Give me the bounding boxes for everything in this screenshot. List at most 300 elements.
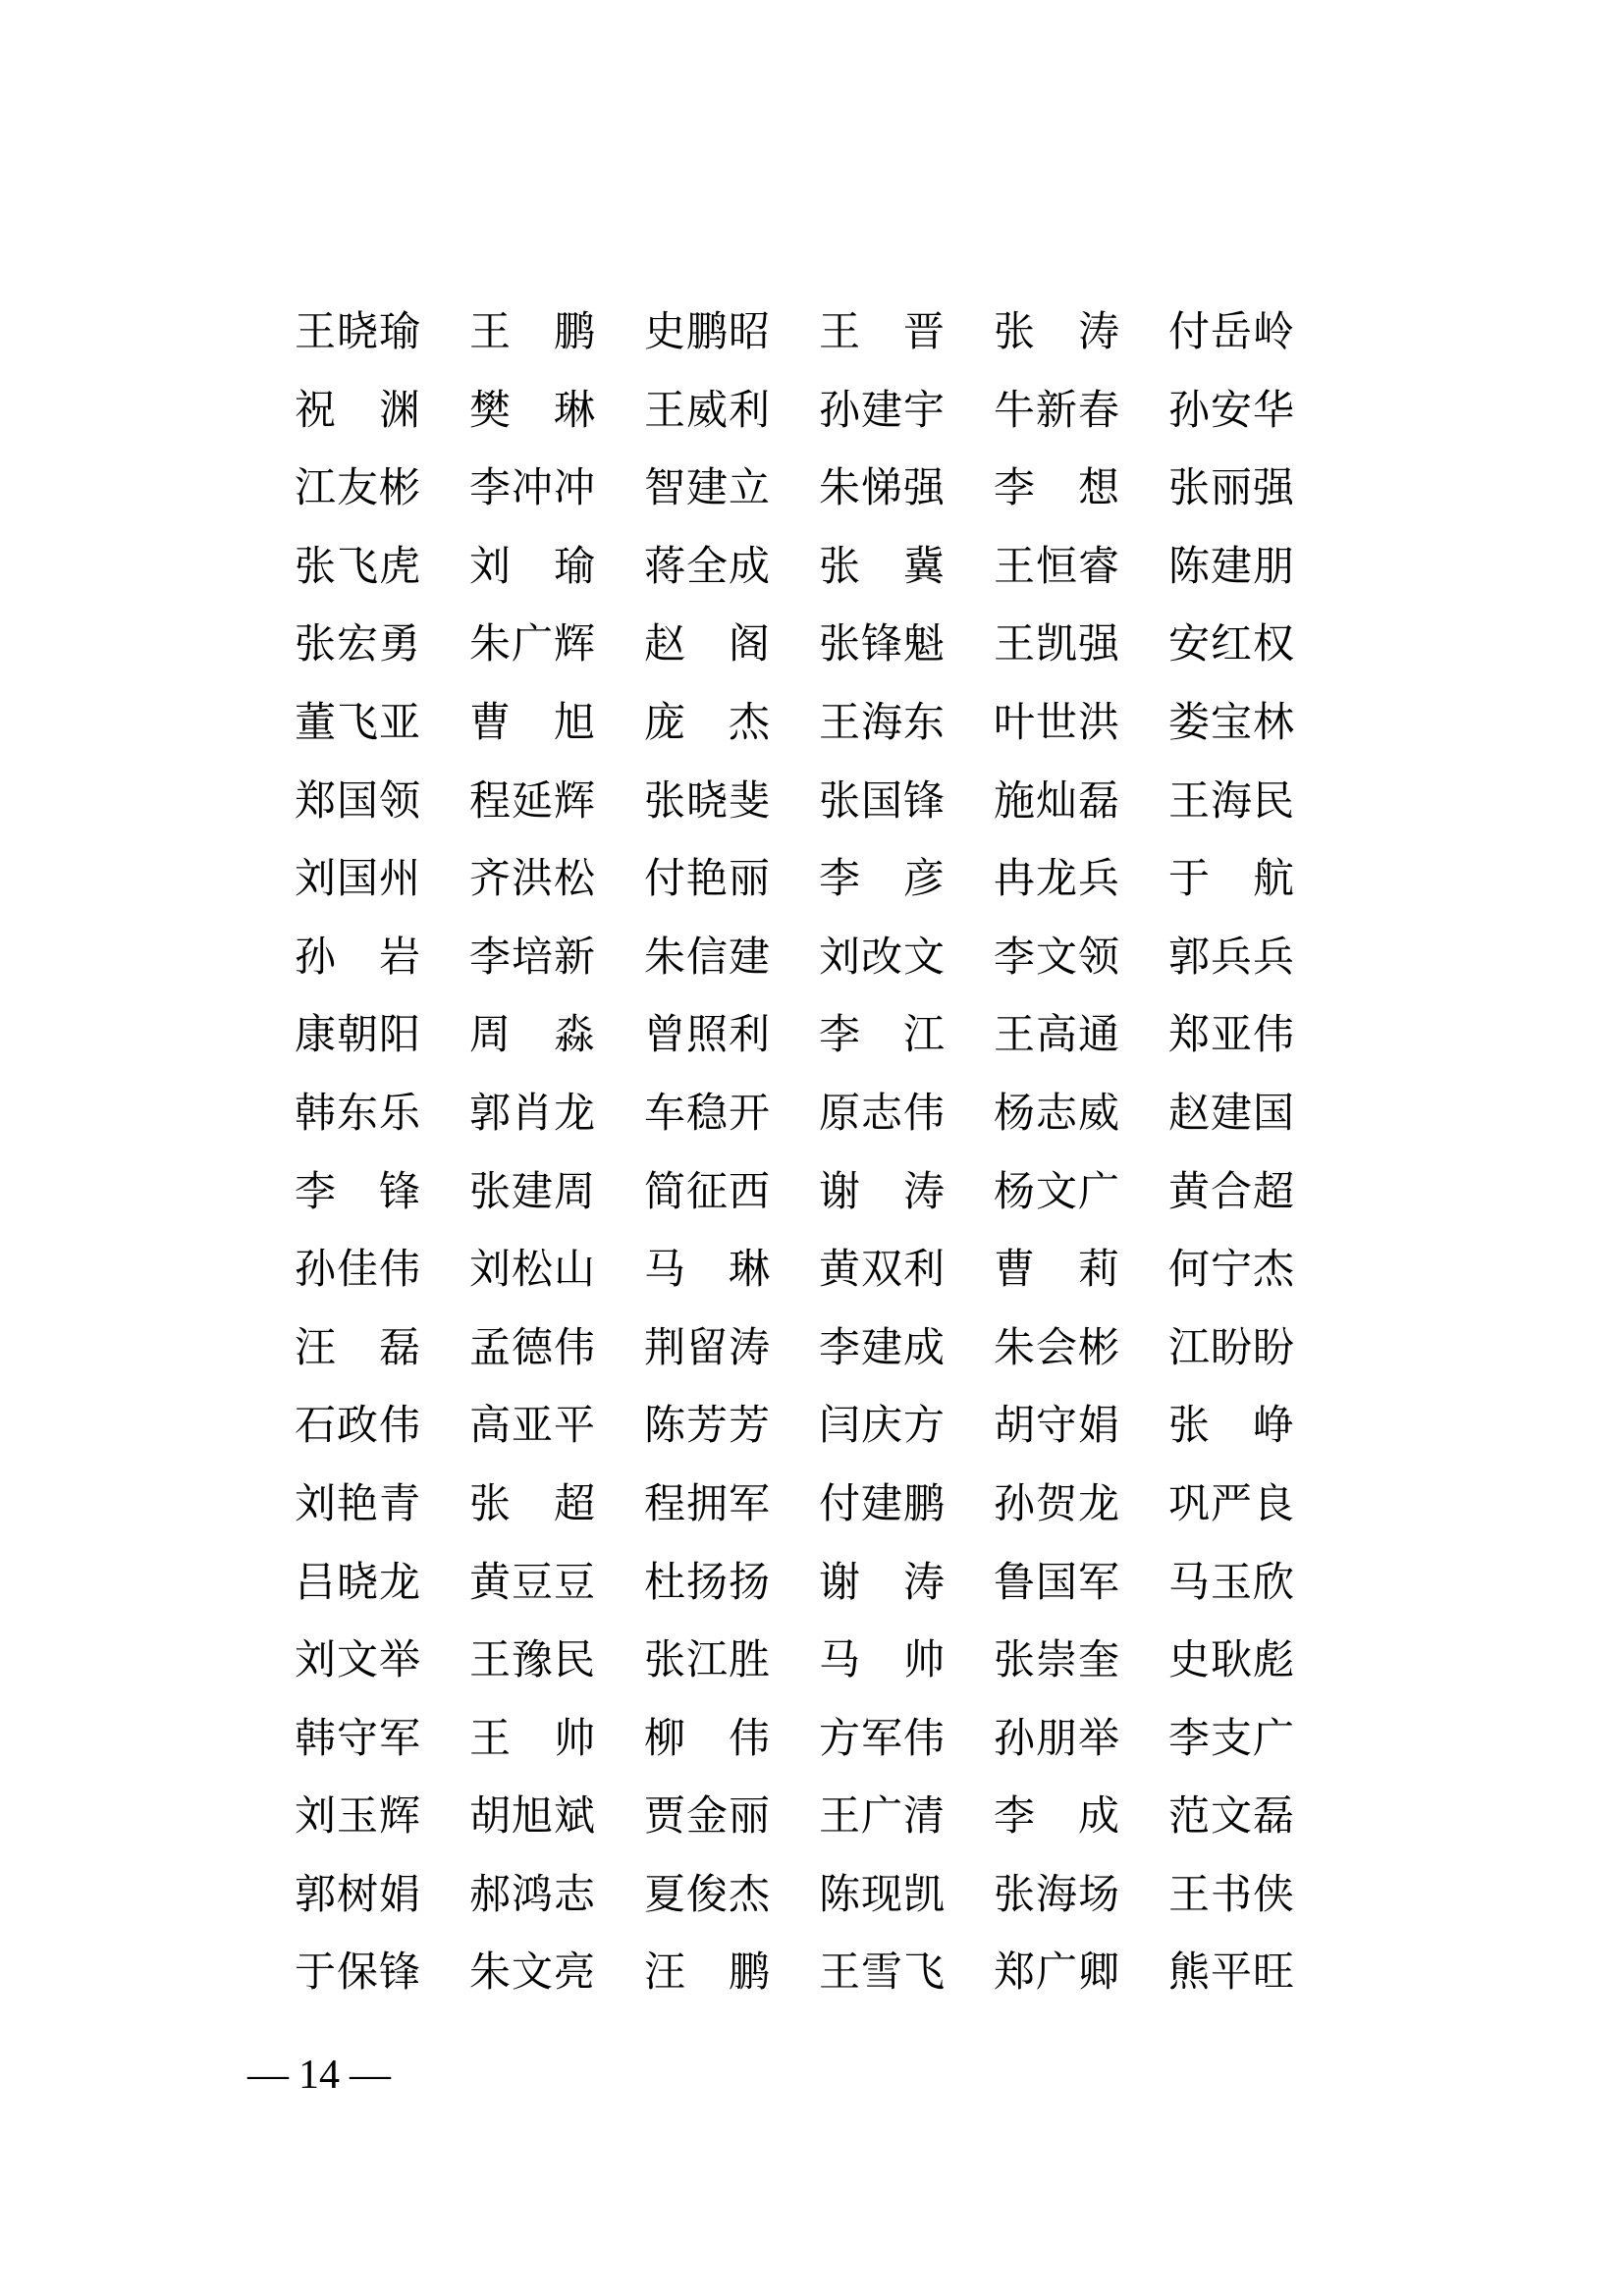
name-char: 冉 xyxy=(994,857,1036,903)
name-cell xyxy=(994,1248,1119,1326)
name-cell xyxy=(295,1326,420,1405)
name-char: 丽 xyxy=(728,1794,770,1841)
name-char: 留 xyxy=(685,1325,728,1371)
name-cell xyxy=(1168,310,1294,389)
name-char: 涛 xyxy=(728,1325,770,1371)
name-char: 王 xyxy=(644,388,686,434)
name-char: 合 xyxy=(1210,1169,1252,1215)
name-char: 盼 xyxy=(1210,1325,1252,1371)
name-char: 文 xyxy=(1210,1794,1252,1841)
name-cell xyxy=(469,1248,595,1326)
name-cell xyxy=(469,545,595,623)
name-char: 江 xyxy=(295,466,337,512)
name-char: 伟 xyxy=(1252,1013,1294,1059)
name-char: 张 xyxy=(295,544,337,590)
name-char: 拥 xyxy=(685,1481,728,1527)
name-char: 宏 xyxy=(336,622,378,668)
name-char: 文 xyxy=(336,1638,378,1684)
name-char: 宝 xyxy=(1210,700,1252,746)
name-char: 于 xyxy=(1168,857,1211,903)
name-char: 广 xyxy=(1252,1716,1294,1762)
name-char: 广 xyxy=(1077,1169,1119,1215)
name-cell xyxy=(1168,1092,1294,1170)
name-char: 延 xyxy=(511,778,553,825)
name-char: 王 xyxy=(819,310,861,355)
name-cell xyxy=(819,1013,945,1092)
name-char: 刘 xyxy=(295,857,337,903)
name-cell xyxy=(644,1326,770,1405)
name-char: 杰 xyxy=(1252,1248,1294,1294)
name-char: 广 xyxy=(1035,1950,1077,1997)
name-char: 国 xyxy=(1252,1091,1294,1137)
name-char: 韩 xyxy=(295,1091,337,1137)
name-char: 林 xyxy=(1252,700,1294,746)
name-char: 杰 xyxy=(728,1872,770,1918)
name-char: 雪 xyxy=(860,1950,902,1997)
name-cell xyxy=(1168,1561,1294,1639)
name-cell xyxy=(994,935,1119,1014)
name-char: 张 xyxy=(819,778,861,825)
name-char: 俊 xyxy=(685,1872,728,1918)
name-char: 胜 xyxy=(728,1638,770,1684)
name-char: 朱 xyxy=(469,1950,512,1997)
name-cell xyxy=(994,1482,1119,1561)
name-cell xyxy=(469,1873,595,1951)
name-char: 江 xyxy=(1168,1325,1211,1371)
name-char: 王 xyxy=(994,1013,1036,1059)
name-char: 齐 xyxy=(469,857,512,903)
name-cell xyxy=(644,857,770,935)
name-cell xyxy=(819,310,945,389)
name-char: 丽 xyxy=(728,857,770,903)
name-char: 贺 xyxy=(1035,1481,1077,1527)
name-char: 孙 xyxy=(819,388,861,434)
name-char: 王 xyxy=(1168,778,1211,825)
name-char: 胡 xyxy=(994,1404,1036,1450)
name-char: 耿 xyxy=(1210,1638,1252,1684)
name-char: 想 xyxy=(1077,466,1119,512)
name-cell xyxy=(994,389,1119,467)
name-char: 安 xyxy=(1168,622,1211,668)
name-char: 守 xyxy=(1035,1404,1077,1450)
name-cell xyxy=(994,1092,1119,1170)
name-char: 李 xyxy=(994,934,1036,981)
name-cell xyxy=(819,545,945,623)
name-cell xyxy=(469,389,595,467)
name-char: 政 xyxy=(336,1404,378,1450)
name-char: 何 xyxy=(1168,1248,1211,1294)
name-char: 付 xyxy=(644,857,686,903)
name-char: 曹 xyxy=(469,700,512,746)
name-char: 张 xyxy=(994,310,1036,355)
name-char: 车 xyxy=(644,1091,686,1137)
name-cell xyxy=(469,1170,595,1249)
name-char: 高 xyxy=(469,1404,512,1450)
name-char: 王 xyxy=(295,310,337,355)
names-grid xyxy=(295,310,1294,2029)
name-char: 赵 xyxy=(1168,1091,1211,1137)
name-char: 刘 xyxy=(469,544,512,590)
name-char: 艳 xyxy=(336,1481,378,1527)
name-cell xyxy=(819,779,945,858)
name-cell xyxy=(644,1794,770,1873)
name-char: 程 xyxy=(644,1481,686,1527)
name-char: 张 xyxy=(1168,466,1211,512)
name-char: 崇 xyxy=(1035,1638,1077,1684)
name-char: 渊 xyxy=(378,388,420,434)
name-char: 凯 xyxy=(1035,622,1077,668)
name-char: 民 xyxy=(1252,778,1294,825)
name-char: 贾 xyxy=(644,1794,686,1841)
name-char: 康 xyxy=(295,1013,337,1059)
name-char: 锋 xyxy=(902,778,945,825)
name-char: 周 xyxy=(469,1013,512,1059)
name-char: 朋 xyxy=(1252,544,1294,590)
name-char: 莉 xyxy=(1077,1248,1119,1294)
name-char: 李 xyxy=(819,857,861,903)
name-cell xyxy=(469,310,595,389)
name-char: 鹏 xyxy=(553,310,595,355)
name-cell xyxy=(295,1950,420,2029)
name-char: 谢 xyxy=(819,1560,861,1606)
name-cell xyxy=(1168,1404,1294,1482)
name-char: 扬 xyxy=(685,1560,728,1606)
name-cell xyxy=(1168,1950,1294,2029)
name-char: 威 xyxy=(685,388,728,434)
name-char: 西 xyxy=(728,1169,770,1215)
name-cell xyxy=(295,1794,420,1873)
name-char: 锋 xyxy=(860,622,902,668)
name-cell xyxy=(994,622,1119,701)
name-char: 超 xyxy=(1252,1169,1294,1215)
name-char: 兵 xyxy=(1210,934,1252,981)
name-char: 芳 xyxy=(685,1404,728,1450)
name-char: 史 xyxy=(644,310,686,355)
name-char: 闫 xyxy=(819,1404,861,1450)
name-char: 东 xyxy=(336,1091,378,1137)
name-char: 李 xyxy=(819,1325,861,1371)
name-cell xyxy=(819,466,945,545)
name-char: 守 xyxy=(336,1716,378,1762)
name-cell xyxy=(469,1717,595,1795)
name-char: 强 xyxy=(902,466,945,512)
name-cell xyxy=(994,701,1119,779)
name-char: 新 xyxy=(1035,388,1077,434)
name-cell xyxy=(469,857,595,935)
name-cell xyxy=(469,935,595,1014)
name-char: 谢 xyxy=(819,1169,861,1215)
name-cell xyxy=(819,935,945,1014)
name-cell xyxy=(819,1794,945,1873)
name-char: 建 xyxy=(685,466,728,512)
name-char: 刘 xyxy=(469,1248,512,1294)
name-char: 书 xyxy=(1210,1872,1252,1918)
name-char: 强 xyxy=(1252,466,1294,512)
name-char: 帅 xyxy=(553,1716,595,1762)
name-char: 豫 xyxy=(511,1638,553,1684)
name-cell xyxy=(295,1092,420,1170)
name-char: 李 xyxy=(1168,1716,1211,1762)
name-cell xyxy=(644,1873,770,1951)
name-cell xyxy=(994,1717,1119,1795)
name-char: 国 xyxy=(336,778,378,825)
name-char: 旭 xyxy=(553,700,595,746)
name-cell xyxy=(295,545,420,623)
name-char: 超 xyxy=(553,1481,595,1527)
name-cell xyxy=(1168,622,1294,701)
name-cell xyxy=(469,1404,595,1482)
name-cell xyxy=(1168,701,1294,779)
name-char: 领 xyxy=(1077,934,1119,981)
name-char: 于 xyxy=(295,1950,337,1997)
name-char: 良 xyxy=(1252,1481,1294,1527)
name-char: 磊 xyxy=(378,1325,420,1371)
name-char: 支 xyxy=(1210,1716,1252,1762)
name-cell xyxy=(295,935,420,1014)
name-char: 宁 xyxy=(1210,1248,1252,1294)
name-char: 山 xyxy=(553,1248,595,1294)
name-cell xyxy=(469,1013,595,1092)
name-char: 培 xyxy=(511,934,553,981)
name-char: 娟 xyxy=(1077,1404,1119,1450)
name-char: 建 xyxy=(860,1325,902,1371)
name-char: 领 xyxy=(378,778,420,825)
name-char: 新 xyxy=(553,934,595,981)
name-char: 淼 xyxy=(553,1013,595,1059)
name-cell xyxy=(644,701,770,779)
name-char: 洪 xyxy=(511,857,553,903)
name-cell xyxy=(819,1950,945,2029)
name-cell xyxy=(994,1326,1119,1405)
name-cell xyxy=(469,1326,595,1405)
name-cell xyxy=(819,1717,945,1795)
name-char: 郭 xyxy=(1168,934,1211,981)
name-cell xyxy=(469,1482,595,1561)
name-char: 郑 xyxy=(295,778,337,825)
name-char: 峥 xyxy=(1252,1404,1294,1450)
name-cell xyxy=(295,857,420,935)
name-char: 孙 xyxy=(994,1716,1036,1762)
name-char: 娄 xyxy=(1168,700,1211,746)
name-cell xyxy=(295,1482,420,1561)
name-char: 朱 xyxy=(994,1325,1036,1371)
name-char: 伟 xyxy=(553,1325,595,1371)
name-char: 朋 xyxy=(1035,1716,1077,1762)
name-cell xyxy=(819,701,945,779)
name-cell xyxy=(295,1717,420,1795)
name-char: 志 xyxy=(1035,1091,1077,1137)
name-char: 乐 xyxy=(378,1091,420,1137)
name-cell xyxy=(295,389,420,467)
name-cell xyxy=(819,1638,945,1717)
name-char: 曹 xyxy=(994,1248,1036,1294)
name-char: 帅 xyxy=(902,1638,945,1684)
name-char: 冲 xyxy=(511,466,553,512)
name-char: 斐 xyxy=(728,778,770,825)
name-char: 睿 xyxy=(1077,544,1119,590)
name-char: 王 xyxy=(819,1950,861,1997)
name-char: 孟 xyxy=(469,1325,512,1371)
name-cell xyxy=(994,1950,1119,2029)
name-char: 孙 xyxy=(295,1248,337,1294)
name-char: 磊 xyxy=(1077,778,1119,825)
name-cell xyxy=(295,1013,420,1092)
name-char: 王 xyxy=(819,1794,861,1841)
name-char: 伟 xyxy=(902,1716,945,1762)
name-char: 飞 xyxy=(336,700,378,746)
name-char: 涛 xyxy=(1077,310,1119,355)
name-char: 改 xyxy=(860,934,902,981)
name-char: 龙 xyxy=(378,1560,420,1606)
name-cell xyxy=(994,466,1119,545)
name-char: 树 xyxy=(336,1872,378,1918)
name-char: 汪 xyxy=(295,1325,337,1371)
name-char: 文 xyxy=(511,1950,553,1997)
name-char: 郭 xyxy=(469,1091,512,1137)
name-char: 娟 xyxy=(378,1872,420,1918)
name-char: 志 xyxy=(860,1091,902,1137)
name-char: 伟 xyxy=(902,1091,945,1137)
name-cell xyxy=(644,545,770,623)
name-char: 辉 xyxy=(553,622,595,668)
name-char: 威 xyxy=(1077,1091,1119,1137)
name-char: 文 xyxy=(1035,1169,1077,1215)
name-char: 兵 xyxy=(1077,857,1119,903)
name-cell xyxy=(994,1404,1119,1482)
name-cell xyxy=(644,935,770,1014)
name-char: 鹏 xyxy=(728,1950,770,1997)
name-char: 彪 xyxy=(1252,1638,1294,1684)
name-char: 张 xyxy=(469,1169,512,1215)
name-char: 鲁 xyxy=(994,1560,1036,1606)
name-char: 孙 xyxy=(295,934,337,981)
name-char: 文 xyxy=(1035,934,1077,981)
name-char: 涛 xyxy=(902,1169,945,1215)
name-cell xyxy=(644,1638,770,1717)
name-char: 马 xyxy=(1168,1560,1211,1606)
name-cell xyxy=(469,1950,595,2029)
name-cell xyxy=(469,1092,595,1170)
name-char: 磊 xyxy=(1252,1794,1294,1841)
name-char: 伟 xyxy=(378,1248,420,1294)
name-char: 琳 xyxy=(553,388,595,434)
name-cell xyxy=(295,779,420,858)
name-char: 利 xyxy=(728,388,770,434)
name-char: 凯 xyxy=(902,1872,945,1918)
name-char: 李 xyxy=(994,466,1036,512)
name-cell xyxy=(1168,1638,1294,1717)
name-char: 艳 xyxy=(685,857,728,903)
name-cell xyxy=(819,1482,945,1561)
name-cell xyxy=(295,622,420,701)
name-char: 平 xyxy=(553,1404,595,1450)
name-char: 王 xyxy=(994,544,1036,590)
name-char: 高 xyxy=(1035,1013,1077,1059)
name-char: 黄 xyxy=(469,1560,512,1606)
name-char: 原 xyxy=(819,1091,861,1137)
name-char: 祝 xyxy=(295,388,337,434)
name-char: 侠 xyxy=(1252,1872,1294,1918)
name-char: 权 xyxy=(1252,622,1294,668)
name-char: 鹏 xyxy=(685,310,728,355)
name-char: 张 xyxy=(819,622,861,668)
name-char: 李 xyxy=(469,466,512,512)
name-char: 青 xyxy=(378,1481,420,1527)
name-char: 夏 xyxy=(644,1872,686,1918)
name-char: 周 xyxy=(553,1169,595,1215)
name-char: 史 xyxy=(1168,1638,1211,1684)
name-cell xyxy=(994,1794,1119,1873)
name-char: 郑 xyxy=(994,1950,1036,1997)
name-char: 会 xyxy=(1035,1325,1077,1371)
name-char: 李 xyxy=(469,934,512,981)
name-cell xyxy=(819,1326,945,1405)
name-cell xyxy=(469,1561,595,1639)
name-char: 悌 xyxy=(860,466,902,512)
name-cell xyxy=(469,779,595,858)
name-char: 亮 xyxy=(553,1950,595,1997)
name-char: 锋 xyxy=(378,1950,420,1997)
name-char: 举 xyxy=(378,1638,420,1684)
name-char: 虎 xyxy=(378,544,420,590)
name-cell xyxy=(1168,857,1294,935)
name-char: 范 xyxy=(1168,1794,1211,1841)
name-char: 鹏 xyxy=(902,1481,945,1527)
name-char: 李 xyxy=(819,1013,861,1059)
name-char: 盼 xyxy=(1252,1325,1294,1371)
name-char: 董 xyxy=(295,700,337,746)
name-cell xyxy=(295,1873,420,1951)
name-char: 柳 xyxy=(644,1716,686,1762)
name-cell xyxy=(469,466,595,545)
name-char: 广 xyxy=(511,622,553,668)
name-cell xyxy=(1168,1717,1294,1795)
name-char: 建 xyxy=(860,1481,902,1527)
name-cell xyxy=(469,1638,595,1717)
name-cell xyxy=(819,1248,945,1326)
name-char: 斌 xyxy=(553,1794,595,1841)
name-char: 龙 xyxy=(553,1091,595,1137)
name-char: 付 xyxy=(1168,310,1211,355)
name-cell xyxy=(819,1092,945,1170)
name-char: 巩 xyxy=(1168,1481,1211,1527)
name-char: 岭 xyxy=(1252,310,1294,355)
name-char: 王 xyxy=(469,310,512,355)
name-char: 郭 xyxy=(295,1872,337,1918)
name-cell xyxy=(994,1873,1119,1951)
name-char: 陈 xyxy=(644,1404,686,1450)
name-cell xyxy=(295,701,420,779)
name-cell xyxy=(644,310,770,389)
name-char: 安 xyxy=(1210,388,1252,434)
name-char: 海 xyxy=(860,700,902,746)
name-cell xyxy=(644,1170,770,1249)
name-char: 亚 xyxy=(378,700,420,746)
name-char: 春 xyxy=(1077,388,1119,434)
name-cell xyxy=(469,622,595,701)
name-char: 马 xyxy=(644,1248,686,1294)
name-char: 扬 xyxy=(728,1560,770,1606)
name-cell xyxy=(295,1248,420,1326)
name-cell xyxy=(819,389,945,467)
name-char: 旺 xyxy=(1252,1950,1294,1997)
name-cell xyxy=(1168,545,1294,623)
name-char: 庆 xyxy=(860,1404,902,1450)
name-char: 全 xyxy=(685,544,728,590)
name-char: 立 xyxy=(728,466,770,512)
name-char: 照 xyxy=(685,1013,728,1059)
name-char: 庞 xyxy=(644,700,686,746)
